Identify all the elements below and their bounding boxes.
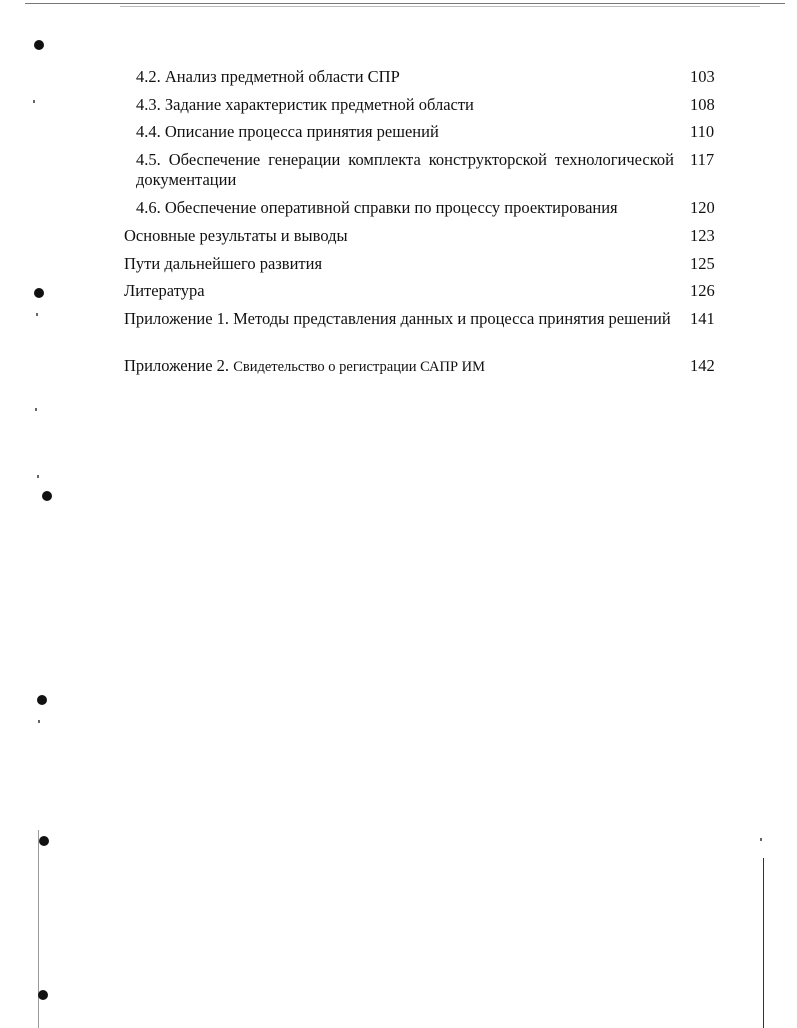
toc-entry-text: Описание процесса принятия решений <box>164 122 439 141</box>
toc-entry-title <box>136 198 676 218</box>
toc-entry-page: 125 <box>690 254 715 273</box>
toc-entry-page: 126 <box>690 281 715 300</box>
punch-hole-mark <box>34 40 44 50</box>
toc-entry-page: 103 <box>690 67 715 86</box>
toc-entry-page: 141 <box>690 309 715 328</box>
toc-entry-page: 142 <box>690 356 715 375</box>
toc-entry-text: Обеспечение генерации комплекта конструкторской технологической документации <box>136 150 675 189</box>
scan-speck <box>37 475 39 478</box>
toc-entry-page: 123 <box>690 226 715 245</box>
toc-entry-text: Приложение 1. Методы представления данных и процесса принятия решений <box>124 309 671 328</box>
toc-entry-title <box>136 67 676 87</box>
toc-entry-text-prefix: Приложение 2. <box>124 356 230 375</box>
toc-entry-number: 4.6. <box>136 198 161 217</box>
toc-entry-text: Основные результаты и выводы <box>124 226 348 245</box>
toc-entry-page: 108 <box>690 95 715 114</box>
toc-entry-title <box>124 356 676 377</box>
toc-entry-title <box>136 150 674 190</box>
punch-hole-mark <box>34 288 44 298</box>
toc-entry-title <box>124 226 676 246</box>
toc-entry-title <box>136 95 676 115</box>
scan-speck <box>35 408 37 411</box>
scan-edge-top-faint <box>120 6 760 7</box>
toc-entry-page: 117 <box>690 150 715 169</box>
toc-entry-page: 110 <box>690 122 715 141</box>
toc-entry-title <box>124 309 674 329</box>
toc-entry-title <box>136 122 676 142</box>
scan-speck <box>38 720 40 723</box>
toc-entry-title <box>124 281 676 301</box>
scan-edge-top <box>25 3 785 4</box>
toc-entry-page: 120 <box>690 198 715 217</box>
punch-hole-mark <box>38 990 48 1000</box>
scan-edge-right <box>763 858 764 1028</box>
toc-entry-number: 4.2. <box>136 67 161 86</box>
toc-entry-number: 4.3. <box>136 95 161 114</box>
punch-hole-mark <box>42 491 52 501</box>
scan-speck <box>760 838 762 841</box>
toc-entry-text: Обеспечение оперативной справки по процессу проектирования <box>164 198 618 217</box>
toc-entry-text: Задание характеристик предметной области <box>164 95 474 114</box>
toc-entry-text: Пути дальнейшего развития <box>124 254 323 273</box>
punch-hole-mark <box>37 695 47 705</box>
scan-speck <box>33 100 35 103</box>
toc-entry-text: Анализ предметной области СПР <box>164 67 400 86</box>
toc-entry-number: 4.4. <box>136 122 161 141</box>
toc-entry-text: Литература <box>124 281 205 300</box>
scan-speck <box>36 313 38 316</box>
toc-entry-number: 4.5. <box>136 150 161 169</box>
punch-hole-mark <box>39 836 49 846</box>
toc-entry-text: Свидетельство о регистрации САПР ИМ <box>233 359 486 375</box>
toc-entry-title <box>124 254 676 274</box>
